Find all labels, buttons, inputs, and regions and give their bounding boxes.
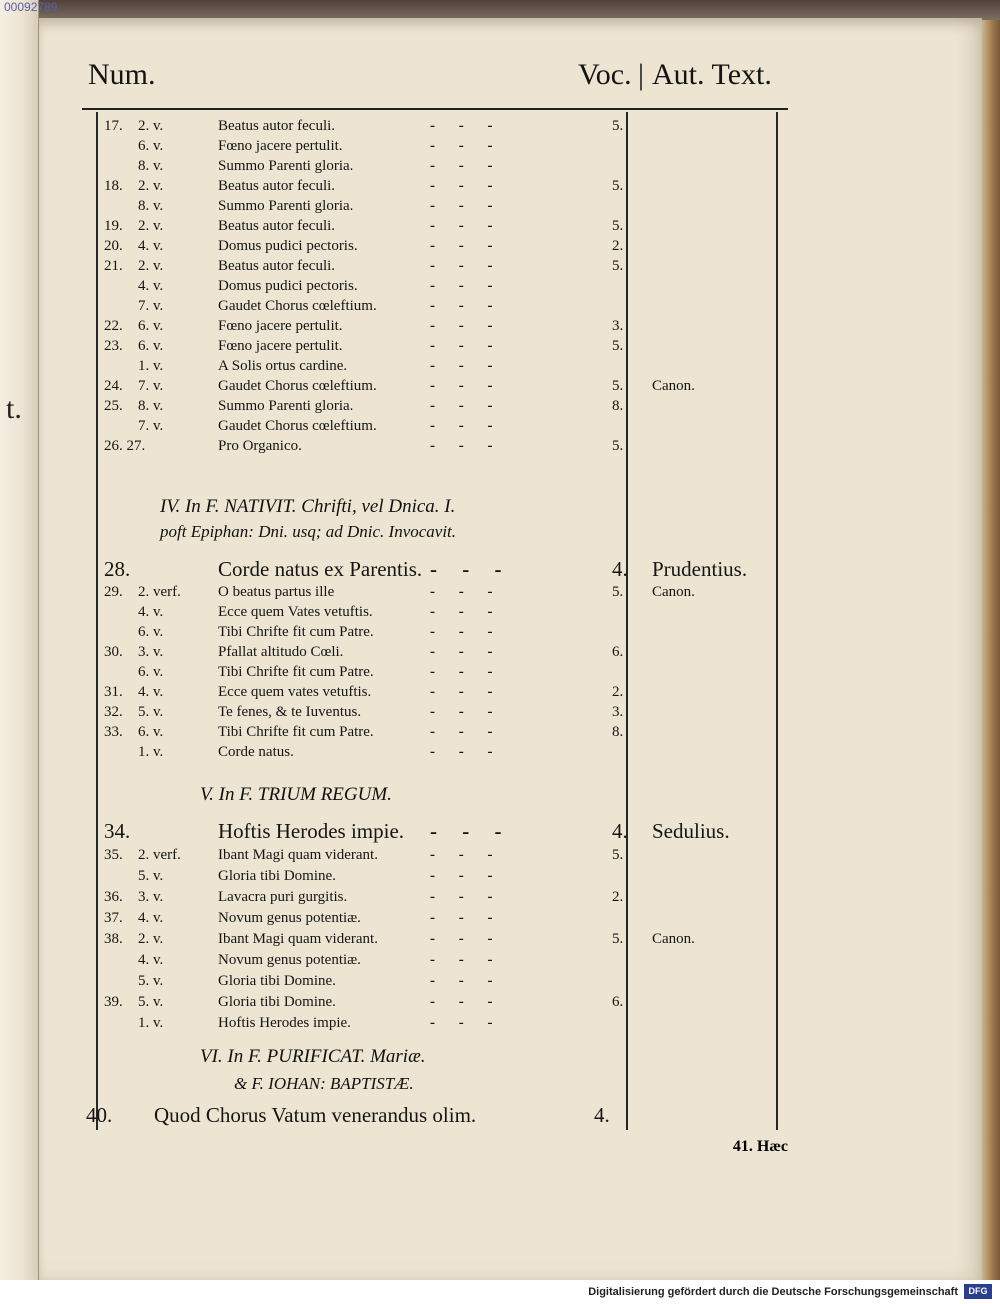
dfg-logo: DFG [964, 1284, 992, 1299]
table-row [0, 276, 990, 296]
row-voc: 1. v. [138, 744, 164, 760]
header-voc: Voc. [578, 58, 632, 91]
row-dots: - - - [430, 584, 503, 600]
row-res: 6. [612, 644, 624, 660]
row-voc: 5. v. [138, 704, 164, 720]
row-num: 22. [104, 318, 123, 334]
row-title: Pfallat altitudo Cœli. [218, 644, 344, 660]
row-dots: - - - [430, 358, 503, 374]
table-row [0, 950, 990, 970]
row-voc: 4. v. [138, 238, 164, 254]
row-num: 29. [104, 584, 123, 600]
row-dots: - - - [430, 973, 503, 989]
catchword: 41. Hæc [732, 1138, 788, 1155]
row-title: Lavacra puri gurgitis. [218, 889, 348, 905]
row-num: 33. [104, 724, 123, 740]
table-row [0, 845, 990, 865]
row-res: 5. [612, 338, 624, 354]
row-res: 5. [612, 118, 624, 134]
row-voc: 6. v. [138, 724, 164, 740]
row-voc: 2. verf. [138, 584, 181, 600]
row-voc: 8. v. [138, 198, 164, 214]
table-row [0, 316, 990, 336]
footer-credit: Digitalisierung gefördert durch die Deutsche Forschungsgemeinschaft [588, 1286, 958, 1298]
table-row [0, 971, 990, 991]
row-title: Novum genus potentiæ. [218, 910, 361, 926]
row-title: Fœno jacere pertulit. [218, 318, 343, 334]
row-dots: - - - [430, 118, 503, 134]
row-title: Beatus autor feculi. [218, 118, 336, 134]
row-voc: 8. v. [138, 158, 164, 174]
row-voc: 2. v. [138, 218, 164, 234]
row-title: A Solis ortus cardine. [218, 358, 348, 374]
row-num: 37. [104, 910, 123, 926]
row-num: 21. [104, 258, 123, 274]
table-row [0, 602, 990, 622]
row-num: 30. [104, 644, 123, 660]
row-voc: 2. v. [138, 258, 164, 274]
row-dots: - - - [430, 889, 503, 905]
row-dots: - - - [430, 664, 503, 680]
row-voc: 5. v. [138, 868, 164, 884]
row-voc: 7. v. [138, 298, 164, 314]
row-res: 8. [612, 398, 624, 414]
row-title: Gaudet Chorus cœleftium. [218, 298, 377, 314]
row-title: Summo Parenti gloria. [218, 198, 354, 214]
row-dots: - - - [430, 218, 503, 234]
row-res: 5. [612, 178, 624, 194]
row-dots: - - - [430, 952, 503, 968]
row-voc: 6. v. [138, 318, 164, 334]
row-voc: 5. v. [138, 973, 164, 989]
row-title: Domus pudici pectoris. [218, 238, 358, 254]
row-dots: - - - [430, 238, 503, 254]
table-row [0, 356, 990, 376]
row-dots: - - - [430, 258, 503, 274]
row-dots: - - - [430, 178, 503, 194]
row-title: Fœno jacere pertulit. [218, 338, 343, 354]
row-dots: - - - [430, 994, 503, 1010]
row-dots: - - - [430, 418, 503, 434]
row-voc: 3. v. [138, 889, 164, 905]
header-aut-text: Aut. Text. [652, 58, 772, 91]
table-row [0, 702, 990, 722]
row-dots: - - - [430, 318, 503, 334]
row-title: Hoftis Herodes impie. [218, 819, 405, 843]
table-row [0, 336, 990, 356]
row-voc: 7. v. [138, 378, 164, 394]
row-dots: - - - [430, 624, 503, 640]
row-title: Gaudet Chorus cœleftium. [218, 418, 377, 434]
row-voc: 3. v. [138, 644, 164, 660]
row-res: 3. [612, 318, 624, 334]
table-row [0, 992, 990, 1012]
row-title: O beatus partus ille [218, 584, 335, 600]
page-top-band [38, 0, 1000, 20]
row-dots: - - - [430, 198, 503, 214]
row-res: 5. [612, 438, 624, 454]
footer-bar [0, 1280, 1000, 1304]
row-voc: 6. v. [138, 138, 164, 154]
row-dots: - - - [430, 438, 503, 454]
row-dots: - - - [430, 557, 512, 581]
row-dots: - - - [430, 398, 503, 414]
row-res: 2. [612, 889, 624, 905]
row-dots: - - - [430, 910, 503, 926]
row-res: 4. [612, 819, 628, 843]
row-voc: 4. v. [138, 604, 164, 620]
row-note: Prudentius. [652, 557, 748, 581]
row-res: 5. [612, 258, 624, 274]
row-note: Canon. [652, 378, 695, 394]
row-res: 5. [612, 378, 624, 394]
row-num: 23. [104, 338, 123, 354]
row-title: Novum genus potentiæ. [218, 952, 361, 968]
row-num: 25. [104, 398, 123, 414]
header-separator: | [638, 58, 645, 91]
row-voc: 2. verf. [138, 847, 181, 863]
row-title: Gaudet Chorus cœleftium. [218, 378, 377, 394]
section4-subtitle: poft Epiphan: Dni. usq; ad Dnic. Invocavit. [160, 522, 457, 541]
row-res: 2. [612, 238, 624, 254]
row-title: Corde natus. [218, 744, 294, 760]
header-rule [82, 108, 788, 110]
table-row [0, 582, 990, 602]
row-title: Ibant Magi quam viderant. [218, 931, 378, 947]
row-note: Sedulius. [652, 819, 730, 843]
row-title: Gloria tibi Domine. [218, 994, 336, 1010]
row-res: 8. [612, 724, 624, 740]
row-voc: 8. v. [138, 398, 164, 414]
table-row [0, 908, 990, 928]
table-row [0, 176, 990, 196]
row-num: 20. [104, 238, 123, 254]
row-title: Domus pudici pectoris. [218, 278, 358, 294]
table-row [0, 196, 990, 216]
row-num: 32. [104, 704, 123, 720]
row-num: 35. [104, 847, 123, 863]
row-title: Te fenes, & te Iuventus. [218, 704, 362, 720]
table-row [0, 722, 990, 742]
row-voc: 6. v. [138, 624, 164, 640]
table-row [0, 116, 990, 136]
table-row [0, 236, 990, 256]
row-result: 4. [594, 1103, 610, 1127]
table-row [0, 556, 990, 582]
table-row [0, 742, 990, 762]
catalog-id: 00092789 [4, 0, 58, 14]
row-voc: 2. v. [138, 178, 164, 194]
table-row [0, 622, 990, 642]
row-res: 4. [612, 557, 628, 581]
row-dots: - - - [430, 278, 503, 294]
table-row [0, 1013, 990, 1033]
row-title: Tibi Chrifte fit cum Patre. [218, 624, 374, 640]
row-dots: - - - [430, 604, 503, 620]
row-num: 26. 27. [104, 438, 146, 454]
row-title: Ibant Magi quam viderant. [218, 847, 378, 863]
row-title: Beatus autor feculi. [218, 178, 336, 194]
row-res: 3. [612, 704, 624, 720]
row-dots: - - - [430, 847, 503, 863]
row-dots: - - - [430, 744, 503, 760]
row-num: 34. [104, 819, 131, 843]
table-row [0, 929, 990, 949]
row-res: 5. [612, 931, 624, 947]
row-title: Beatus autor feculi. [218, 218, 336, 234]
spine-mark: t. [6, 392, 22, 425]
row-voc: 7. v. [138, 418, 164, 434]
row-title: Tibi Chrifte fit cum Patre. [218, 664, 374, 680]
table-row [0, 296, 990, 316]
section6-title: VI. In F. PURIFICAT. Mariæ. [200, 1046, 426, 1067]
row-voc: 4. v. [138, 910, 164, 926]
row-title: Ecce quem vates vetuftis. [218, 684, 372, 700]
row-voc: 1. v. [138, 358, 164, 374]
row-dots: - - - [430, 704, 503, 720]
row-title: Beatus autor feculi. [218, 258, 336, 274]
row-num: 40. [86, 1103, 113, 1127]
header-num: Num. [88, 58, 156, 91]
table-row [0, 136, 990, 156]
row-title: Corde natus ex Parentis. [218, 557, 423, 581]
row-voc: 2. v. [138, 118, 164, 134]
table-row [0, 216, 990, 236]
row-note: Canon. [652, 931, 695, 947]
row-title: Pro Organico. [218, 438, 302, 454]
table-row [0, 396, 990, 416]
row-title: Summo Parenti gloria. [218, 398, 354, 414]
last-row [0, 1102, 990, 1128]
row-num: 31. [104, 684, 123, 700]
row-res: 5. [612, 847, 624, 863]
row-num: 39. [104, 994, 123, 1010]
row-voc: 6. v. [138, 664, 164, 680]
row-title: Gloria tibi Domine. [218, 868, 336, 884]
row-num: 24. [104, 378, 123, 394]
row-title: Tibi Chrifte fit cum Patre. [218, 724, 374, 740]
row-voc: 2. v. [138, 931, 164, 947]
row-dots: - - - [430, 868, 503, 884]
row-num: 18. [104, 178, 123, 194]
row-dots: - - - [430, 158, 503, 174]
row-title: Ecce quem Vates vetuftis. [218, 604, 373, 620]
row-num: 38. [104, 931, 123, 947]
row-dots: - - - [430, 644, 503, 660]
table-row [0, 436, 990, 456]
table-row [0, 662, 990, 682]
table-row [0, 818, 990, 844]
row-title: Quod Chorus Vatum venerandus olim. [154, 1103, 477, 1127]
row-voc: 4. v. [138, 952, 164, 968]
table-row [0, 256, 990, 276]
row-note: Canon. [652, 584, 695, 600]
row-num: 17. [104, 118, 123, 134]
row-voc: 5. v. [138, 994, 164, 1010]
row-dots: - - - [430, 338, 503, 354]
row-title: Fœno jacere pertulit. [218, 138, 343, 154]
row-dots: - - - [430, 684, 503, 700]
row-dots: - - - [430, 298, 503, 314]
row-dots: - - - [430, 819, 512, 843]
section6-subtitle: & F. IOHAN: BAPTISTÆ. [234, 1074, 414, 1093]
row-voc: 1. v. [138, 1015, 164, 1031]
row-res: 5. [612, 218, 624, 234]
row-num: 36. [104, 889, 123, 905]
row-dots: - - - [430, 724, 503, 740]
row-voc: 4. v. [138, 684, 164, 700]
table-row [0, 376, 990, 396]
row-title: Gloria tibi Domine. [218, 973, 336, 989]
table-row [0, 156, 990, 176]
row-res: 2. [612, 684, 624, 700]
row-dots: - - - [430, 931, 503, 947]
table-row [0, 866, 990, 886]
row-voc: 4. v. [138, 278, 164, 294]
row-dots: - - - [430, 1015, 503, 1031]
row-voc: 6. v. [138, 338, 164, 354]
table-row [0, 887, 990, 907]
row-num: 19. [104, 218, 123, 234]
table-row [0, 642, 990, 662]
row-dots: - - - [430, 378, 503, 394]
row-res: 5. [612, 584, 624, 600]
row-res: 6. [612, 994, 624, 1010]
section4-title: IV. In F. NATIVIT. Chrifti, vel Dnica. I. [160, 496, 456, 517]
row-title: Summo Parenti gloria. [218, 158, 354, 174]
row-dots: - - - [430, 138, 503, 154]
row-num: 28. [104, 557, 131, 581]
section5-title: V. In F. TRIUM REGUM. [200, 784, 392, 805]
row-title: Hoftis Herodes impie. [218, 1015, 351, 1031]
table-row [0, 682, 990, 702]
table-row [0, 416, 990, 436]
